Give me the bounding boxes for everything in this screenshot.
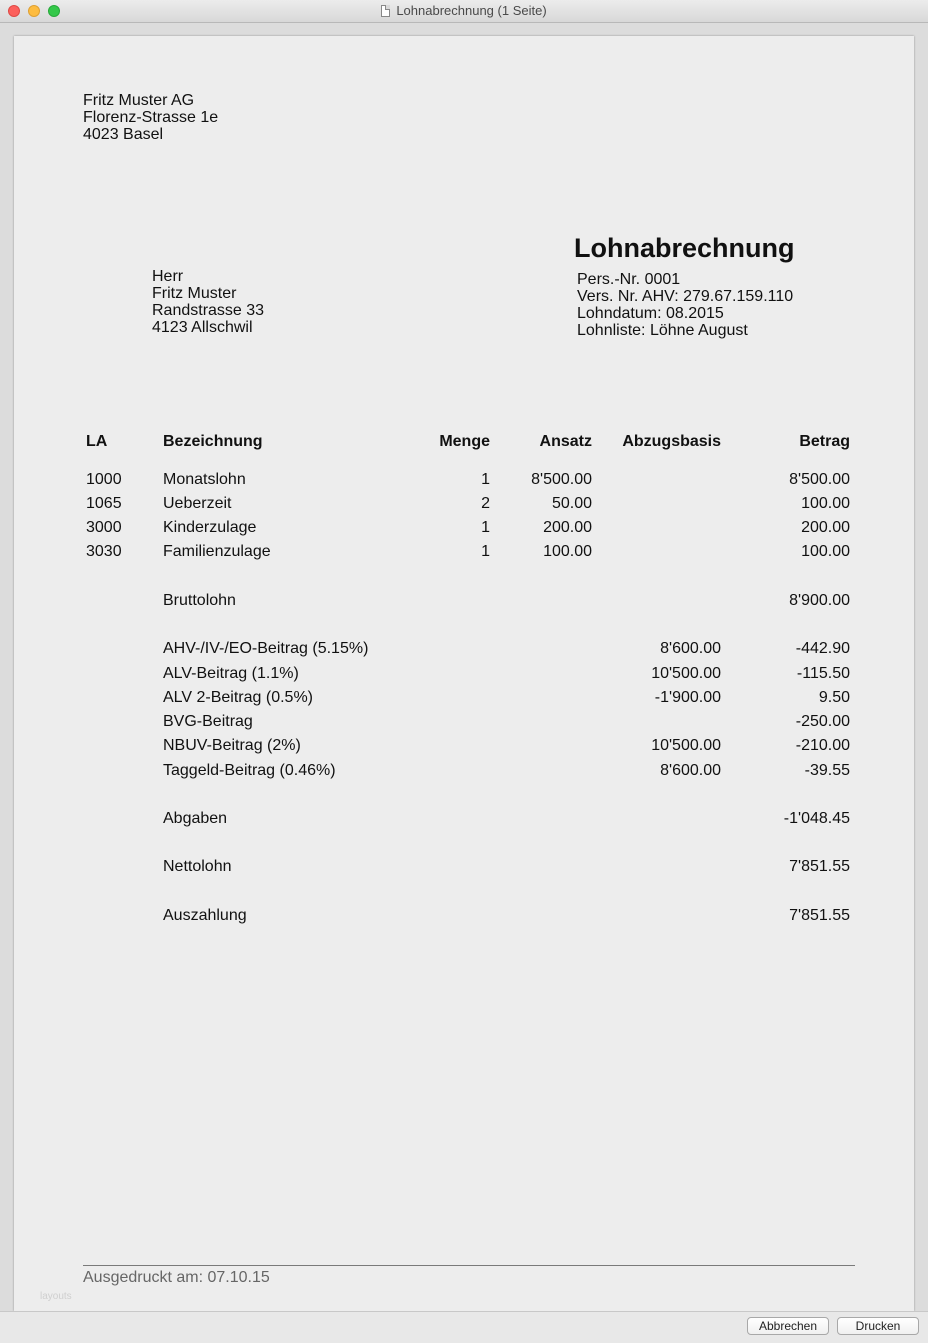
- meta-line: Pers.-Nr. 0001: [577, 271, 681, 288]
- item-menge: 2: [481, 495, 490, 512]
- deduction-bezeichnung: AHV-/IV-/EO-Beitrag (5.15%): [163, 640, 369, 657]
- window-title: Lohnabrechnung (1 Seite): [396, 3, 547, 18]
- column-header-betrag: Betrag: [799, 433, 850, 450]
- abgaben-label: Abgaben: [163, 810, 228, 827]
- column-header-bezeichnung: Bezeichnung: [163, 433, 263, 450]
- recipient-line: 4123 Allschwil: [152, 319, 253, 336]
- netto-betrag: 7'851.55: [789, 858, 850, 875]
- deduction-bezeichnung: ALV-Beitrag (1.1%): [163, 665, 299, 682]
- item-menge: 1: [481, 543, 490, 560]
- deduction-abzugsbasis: 10'500.00: [651, 737, 721, 754]
- brutto-label: Bruttolohn: [163, 592, 236, 609]
- item-betrag: 100.00: [801, 543, 850, 560]
- window-title-container: [0, 3, 928, 18]
- print-date: Ausgedruckt am: 07.10.15: [83, 1269, 270, 1286]
- meta-line: Lohnliste: Löhne August: [577, 322, 748, 339]
- deduction-bezeichnung: BVG-Beitrag: [163, 713, 253, 730]
- deduction-bezeichnung: ALV 2-Beitrag (0.5%): [163, 689, 313, 706]
- item-la: 1000: [86, 471, 122, 488]
- recipient-line: Fritz Muster: [152, 285, 237, 302]
- item-betrag: 100.00: [801, 495, 850, 512]
- column-header-abzugsbasis: Abzugsbasis: [622, 433, 721, 450]
- item-la: 1065: [86, 495, 122, 512]
- item-bezeichnung: Familienzulage: [163, 543, 271, 560]
- document-icon: [381, 5, 390, 17]
- deduction-betrag: -39.55: [804, 762, 850, 779]
- deduction-abzugsbasis: 8'600.00: [660, 640, 721, 657]
- deduction-betrag: -442.90: [795, 640, 850, 657]
- sender-line: 4023 Basel: [83, 126, 164, 143]
- watermark: layouts: [40, 1291, 72, 1302]
- abgaben-betrag: -1'048.45: [783, 810, 850, 827]
- item-bezeichnung: Ueberzeit: [163, 495, 232, 512]
- item-ansatz: 200.00: [543, 519, 592, 536]
- sender-address: [83, 92, 218, 143]
- column-header-ansatz: Ansatz: [539, 433, 592, 450]
- column-header-menge: Menge: [439, 433, 490, 450]
- sender-line: Florenz-Strasse 1e: [83, 109, 219, 126]
- deduction-abzugsbasis: 8'600.00: [660, 762, 721, 779]
- meta-line: Vers. Nr. AHV: 279.67.159.110: [577, 288, 794, 305]
- item-menge: 1: [481, 471, 490, 488]
- brutto-betrag: 8'900.00: [789, 592, 850, 609]
- deduction-abzugsbasis: 10'500.00: [651, 665, 721, 682]
- netto-label: Nettolohn: [163, 858, 232, 875]
- deduction-bezeichnung: NBUV-Beitrag (2%): [163, 737, 301, 754]
- item-menge: 1: [481, 519, 490, 536]
- item-ansatz: 50.00: [551, 495, 592, 512]
- column-header-la: LA: [86, 433, 108, 450]
- document-meta: [577, 271, 793, 339]
- item-la: 3030: [86, 543, 122, 560]
- document-title: Lohnabrechnung: [574, 233, 795, 263]
- recipient-address: [152, 268, 264, 336]
- print-button[interactable]: Drucken: [837, 1317, 919, 1335]
- item-betrag: 200.00: [801, 519, 850, 536]
- item-betrag: 8'500.00: [789, 471, 850, 488]
- auszahlung-label: Auszahlung: [163, 907, 247, 924]
- recipient-line: Randstrasse 33: [152, 302, 265, 319]
- meta-line: Lohndatum: 08.2015: [577, 305, 724, 322]
- item-bezeichnung: Kinderzulage: [163, 519, 257, 536]
- cancel-button[interactable]: Abbrechen: [747, 1317, 829, 1335]
- footer-divider: [83, 1265, 855, 1266]
- deduction-abzugsbasis: -1'900.00: [654, 689, 721, 706]
- deduction-betrag: -210.00: [795, 737, 850, 754]
- item-ansatz: 100.00: [543, 543, 592, 560]
- item-ansatz: 8'500.00: [531, 471, 592, 488]
- item-la: 3000: [86, 519, 122, 536]
- deduction-betrag: 9.50: [818, 689, 850, 706]
- recipient-line: Herr: [152, 268, 184, 285]
- deduction-betrag: -250.00: [795, 713, 850, 730]
- deduction-betrag: -115.50: [796, 665, 850, 682]
- auszahlung-betrag: 7'851.55: [789, 907, 850, 924]
- window-titlebar: [0, 0, 928, 23]
- item-bezeichnung: Monatslohn: [163, 471, 246, 488]
- deduction-bezeichnung: Taggeld-Beitrag (0.46%): [163, 762, 336, 779]
- sender-line: Fritz Muster AG: [83, 92, 195, 109]
